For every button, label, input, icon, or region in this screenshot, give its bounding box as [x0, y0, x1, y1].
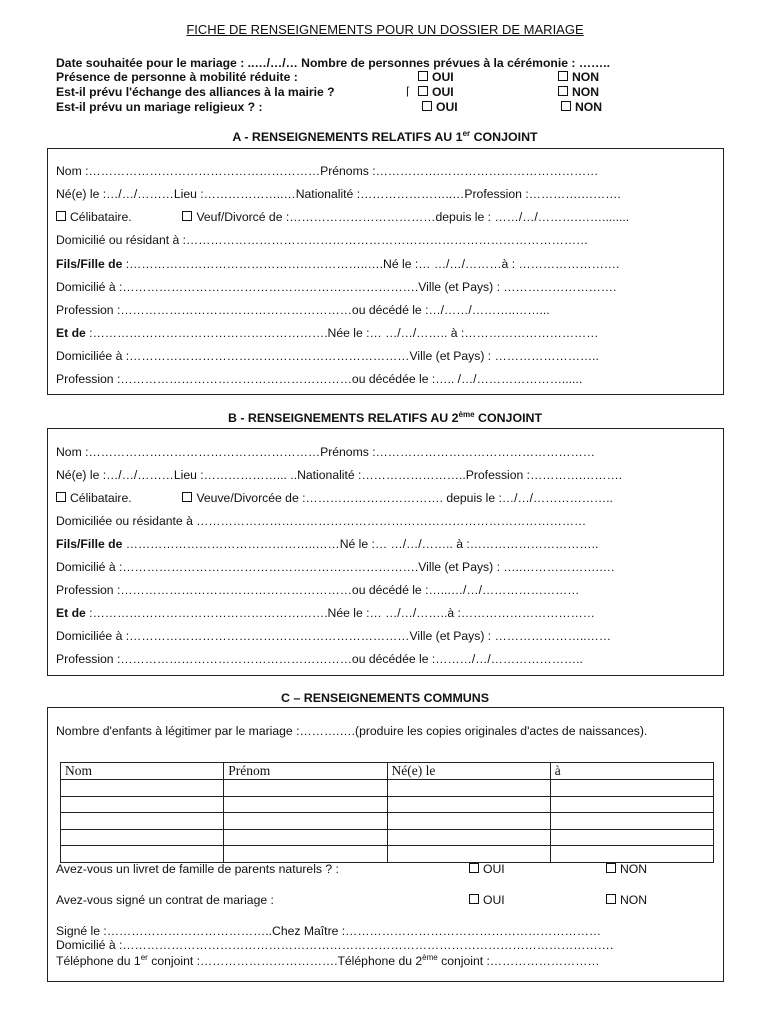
a-mere-domicile-field[interactable]: Domiciliée à :……………………………………………………………Ville (et Pays) : …………………….. [56, 349, 599, 363]
checkbox-icon[interactable] [418, 71, 428, 81]
religieux-non[interactable]: NON [561, 100, 602, 115]
a-veuf-option[interactable]: Veuf/Divorcé de :………………………………depuis le : ……/…/……….……........ [182, 210, 629, 224]
table-cell[interactable] [550, 829, 713, 846]
table-cell[interactable] [61, 780, 224, 797]
c-contrat-label: Avez-vous signé un contrat de mariage : [56, 893, 274, 907]
section-a-title: A - RENSEIGNEMENTS RELATIFS AU 1er CONJOINT [232, 129, 538, 144]
table-header-ne: Né(e) le [387, 763, 550, 780]
b-naissance-field[interactable]: Né(e) le :…/…/………Lieu :………………... ..Nationalité :……………………..Profession :………….………. [56, 468, 623, 482]
b-mere-profession-field[interactable]: Profession :…………………………………………………ou décédée le :………/…/………………….. [56, 652, 583, 666]
checkbox-icon[interactable] [561, 101, 571, 111]
a-statut-row [56, 210, 629, 224]
religieux-oui[interactable]: OUI [422, 100, 458, 115]
c-enfants-field[interactable]: Nombre d'enfants à légitimer par le mariage :……….….(produire les copies originales d'actes de naissances). [56, 724, 648, 738]
table-cell[interactable] [61, 796, 224, 813]
table-cell[interactable] [387, 846, 550, 863]
table-row [61, 813, 714, 830]
table-row [61, 846, 714, 863]
table-row [61, 796, 714, 813]
b-statut-row [56, 491, 613, 505]
checkbox-icon[interactable] [56, 492, 66, 502]
a-fils-field[interactable]: Fils/Fille de :…………………………………………………..….Né le :… …/…/………à : ……………………. [56, 257, 620, 271]
b-pere-profession-field[interactable]: Profession :…………………………………………………ou décédé le :…...…/…/…………………… [56, 583, 580, 597]
a-mere-field[interactable]: Et de :………………………………………………….Née le :… …/…/…….. à :…………………………… [56, 326, 599, 340]
table-cell[interactable] [61, 829, 224, 846]
a-celibataire-option[interactable]: Célibataire. [56, 210, 132, 224]
table-cell[interactable] [224, 796, 387, 813]
b-domicile-field[interactable]: Domiciliée ou résidante à …………………………………………………………………………………… [56, 514, 587, 528]
table-cell[interactable] [224, 813, 387, 830]
table-cell[interactable] [224, 780, 387, 797]
b-mere-field[interactable]: Et de :………………………………………………….Née le :… …/…/……..à :…………………………… [56, 606, 595, 620]
checkbox-icon[interactable] [418, 86, 428, 96]
table-cell[interactable] [224, 829, 387, 846]
a-pere-domicile-field[interactable]: Domicilié à :……………………………………………………………….Ville (et Pays) : ………………………. [56, 280, 617, 294]
a-pere-profession-field[interactable]: Profession :…………………………………………………ou décédé le :…/……/………..……... [56, 303, 550, 317]
checkbox-icon[interactable] [606, 894, 616, 904]
b-veuve-option[interactable]: Veuve/Divorcée de :……………………………. depuis le :…/…/……………….. [182, 491, 613, 505]
table-header-nom: Nom [61, 763, 224, 780]
table-cell[interactable] [550, 813, 713, 830]
checkbox-icon[interactable] [469, 863, 479, 873]
table-cell[interactable] [61, 813, 224, 830]
table-cell[interactable] [387, 813, 550, 830]
pmr-label: Présence de personne à mobilité réduite : [56, 70, 298, 84]
checkbox-icon[interactable] [558, 86, 568, 96]
table-header-row [61, 763, 714, 780]
a-naissance-field[interactable]: Né(e) le :…/…/………Lieu :………………..…Nationalité :…………………..…Profession :………….………. [56, 187, 621, 201]
contrat-non[interactable]: NON [606, 893, 647, 907]
pmr-oui[interactable]: OUI [418, 70, 454, 85]
a-nom-field[interactable]: Nom :…………………………………………………Prénoms :…………….………………………………… [56, 164, 599, 178]
checkbox-icon[interactable] [558, 71, 568, 81]
a-domicile-field[interactable]: Domicilié ou résidant à :……………………………………………………………………………………… [56, 233, 589, 247]
c-livret-label: Avez-vous un livret de famille de parents naturels ? : [56, 862, 339, 876]
a-mere-profession-field[interactable]: Profession :…………………………………………………ou décédée le :….. /…/…………………...... [56, 372, 583, 386]
table-cell[interactable] [387, 780, 550, 797]
children-table [60, 762, 714, 863]
table-row [61, 829, 714, 846]
checkbox-icon[interactable] [182, 211, 192, 221]
b-nom-field[interactable]: Nom :…………………………………………………Prénoms :……………………………………………… [56, 445, 595, 459]
contrat-oui[interactable]: OUI [469, 893, 505, 907]
checkbox-icon[interactable] [606, 863, 616, 873]
section-b-title: B - RENSEIGNEMENTS RELATIFS AU 2ème CONJOINT [227, 410, 543, 425]
table-cell[interactable] [224, 846, 387, 863]
pmr-non[interactable]: NON [558, 70, 599, 85]
table-cell[interactable] [550, 846, 713, 863]
b-celibataire-option[interactable]: Célibataire. [56, 491, 132, 505]
checkbox-icon[interactable] [56, 211, 66, 221]
alliances-oui[interactable]: OUI [418, 85, 454, 100]
religieux-label: Est-il prévu un mariage religieux ? : [56, 100, 263, 114]
table-cell[interactable] [387, 796, 550, 813]
alliances-non[interactable]: NON [558, 85, 599, 100]
alliances-mark: ⌈ [406, 86, 411, 98]
section-c-title: C – RENSEIGNEMENTS COMMUNS [281, 691, 489, 705]
b-mere-domicile-field[interactable]: Domiciliée à :……………………………………………………………Ville (et Pays) : …………………..…… [56, 629, 612, 643]
table-row [61, 780, 714, 797]
livret-non[interactable]: NON [606, 862, 647, 876]
c-signe-field[interactable]: Signé le :…………………………………..Chez Maître :……………………………………………………… [56, 924, 602, 938]
table-cell[interactable] [387, 829, 550, 846]
c-domicilie-field[interactable]: Domicilié à :…………………………………………………………………………………………………………. [56, 938, 614, 952]
c-telephone-field[interactable]: Téléphone du 1er conjoint :…………………………….Téléphone du 2ème conjoint :……………………… [56, 953, 600, 968]
form-title: FICHE DE RENSEIGNEMENTS POUR UN DOSSIER DE MARIAGE [186, 22, 584, 37]
table-cell[interactable] [61, 846, 224, 863]
checkbox-icon[interactable] [469, 894, 479, 904]
b-pere-domicile-field[interactable]: Domicilié à :……………………………………………………………….Ville (et Pays) : …..……………….…. [56, 560, 615, 574]
date-line: Date souhaitée pour le mariage : ..…/…/… Nombre de personnes prévues à la cérémonie : …….. [56, 56, 611, 70]
livret-oui[interactable]: OUI [469, 862, 505, 876]
b-fils-field[interactable]: Fils/Fille de ………………………………………..……Né le :… …/…/…….. à :………………………….. [56, 537, 599, 551]
table-cell[interactable] [550, 780, 713, 797]
checkbox-icon[interactable] [422, 101, 432, 111]
table-header-a: à [550, 763, 713, 780]
checkbox-icon[interactable] [182, 492, 192, 502]
alliances-label: Est-il prévu l'échange des alliances à la mairie ? [56, 85, 335, 99]
table-header-prenom: Prénom [224, 763, 387, 780]
table-cell[interactable] [550, 796, 713, 813]
